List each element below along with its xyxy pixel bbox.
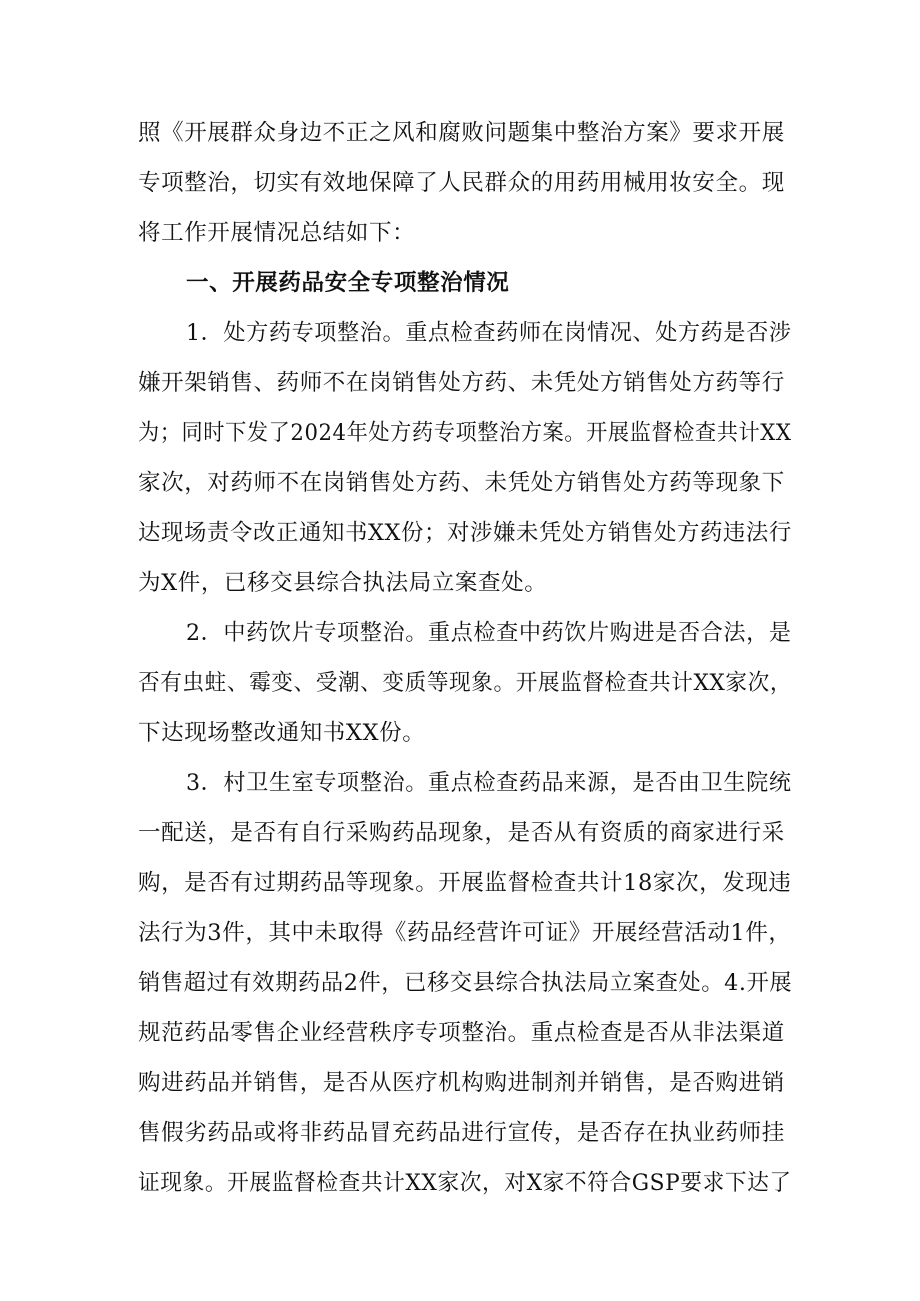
body-line — [0, 1107, 920, 1159]
body-line — [0, 607, 920, 659]
body-text: 购，是否有过期药品等现象。开展监督检查共计18家次，发现违 — [138, 870, 792, 896]
body-line — [0, 457, 920, 509]
body-text: 否有虫蛀、霉变、受潮、变质等现象。开展监督检查共计XX家次， — [138, 670, 793, 696]
section-heading — [0, 257, 920, 309]
body-text: 销售超过有效期药品2件，已移交县综合执法局立案查处。4.开展 — [138, 970, 793, 996]
body-line — [0, 1007, 920, 1059]
body-text: 家次，对药师不在岗销售处方药、未凭处方销售处方药等现象下 — [138, 470, 785, 496]
section-heading-text: 一、开展药品安全专项整治情况 — [186, 270, 510, 296]
body-text: 3．村卫生室专项整治。重点检查药品来源，是否由卫生院统 — [186, 770, 792, 796]
body-text: 证现象。开展监督检查共计XX家次，对X家不符合GSP要求下达了 — [138, 1170, 792, 1196]
body-line — [0, 807, 920, 859]
body-text: 将工作开展情况总结如下： — [138, 220, 416, 246]
body-text: 售假劣药品或将非药品冒充药品进行宣传，是否存在执业药师挂 — [138, 1120, 785, 1146]
body-line — [0, 307, 920, 359]
body-text: 专项整治，切实有效地保障了人民群众的用药用械用妆安全。现 — [138, 170, 785, 196]
body-line — [0, 157, 920, 209]
body-line — [0, 907, 920, 959]
body-line — [0, 357, 920, 409]
body-text: 照《开展群众身边不正之风和腐败问题集中整治方案》要求开展 — [138, 120, 785, 146]
body-line — [0, 407, 920, 459]
body-line — [0, 707, 920, 759]
body-line — [0, 557, 920, 609]
body-text: 法行为3件，其中未取得《药品经营许可证》开展经营活动1件， — [138, 920, 792, 946]
body-text: 规范药品零售企业经营秩序专项整治。重点检查是否从非法渠道 — [138, 1020, 785, 1046]
body-line — [0, 957, 920, 1009]
body-text: 2．中药饮片专项整治。重点检查中药饮片购进是否合法，是 — [186, 620, 792, 646]
body-line — [0, 507, 920, 559]
body-line — [0, 207, 920, 259]
body-text: 1．处方药专项整治。重点检查药师在岗情况、处方药是否涉 — [186, 320, 792, 346]
body-line — [0, 1057, 920, 1109]
body-text: 下达现场整改通知书XX份。 — [138, 720, 426, 746]
body-text: 达现场责令改正通知书XX份；对涉嫌未凭处方销售处方药违法行 — [138, 520, 792, 546]
body-line — [0, 857, 920, 909]
body-text: 为；同时下发了2024年处方药专项整治方案。开展监督检查共计XX — [138, 420, 792, 446]
body-text: 为X件，已移交县综合执法局立案查处。 — [138, 570, 548, 596]
body-text: 购进药品并销售，是否从医疗机构购进制剂并销售，是否购进销 — [138, 1070, 785, 1096]
body-line — [0, 657, 920, 709]
body-text: 嫌开架销售、药师不在岗销售处方药、未凭处方销售处方药等行 — [138, 370, 785, 396]
body-line — [0, 757, 920, 809]
body-line — [0, 1157, 920, 1209]
body-text: 一配送，是否有自行采购药品现象，是否从有资质的商家进行采 — [138, 820, 785, 846]
body-line — [0, 107, 920, 159]
